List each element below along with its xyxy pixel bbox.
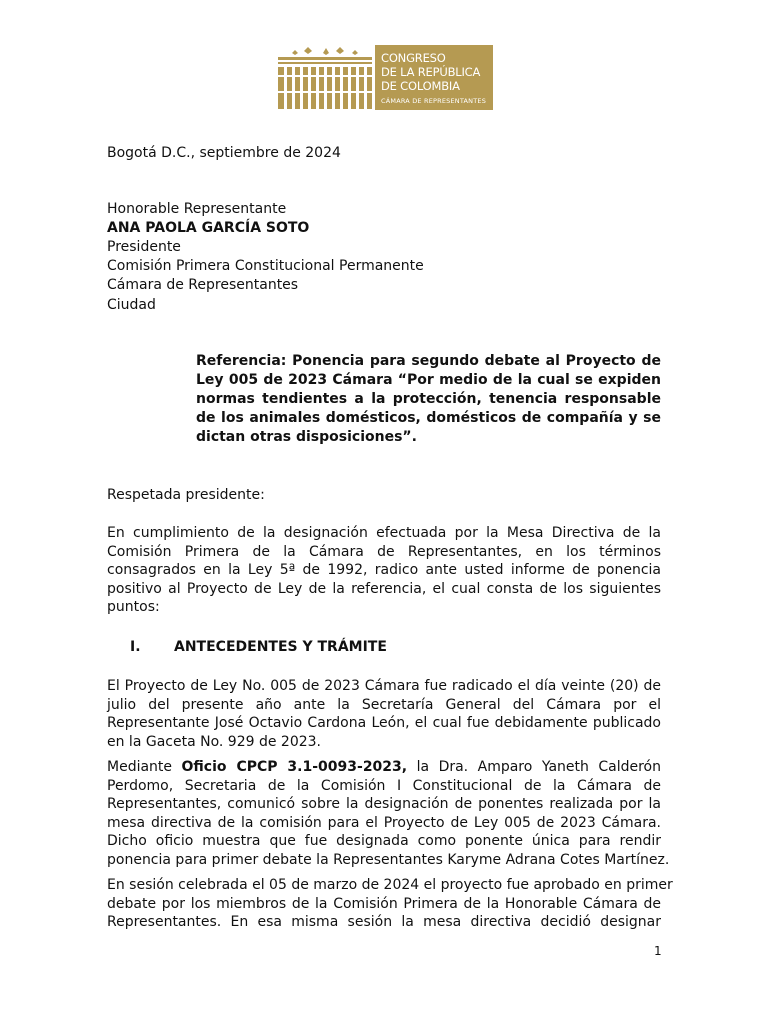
paragraph-line (107, 758, 661, 777)
section-title: ANTECEDENTES Y TRÁMITE (174, 639, 387, 655)
recipient-role: Presidente (107, 239, 181, 255)
antecedentes-paragraph-2 (107, 758, 670, 870)
date-line: Bogotá D.C., septiembre de 2024 (107, 145, 341, 161)
recipient-name: ANA PAOLA GARCÍA SOTO (107, 220, 310, 236)
recipient-chamber: Cámara de Representantes (107, 277, 299, 293)
paragraph-line: puntos: (107, 599, 160, 616)
section-number: I. (130, 639, 141, 655)
logo-line-1: CONGRESO (381, 51, 446, 65)
oficio-reference: Oficio CPCP 3.1-0093-2023, (181, 759, 408, 775)
reference-line: de los animales domésticos, domésticos de compañía y se (196, 410, 661, 426)
paragraph-line: en la Gaceta No. 929 de 2023. (107, 733, 322, 750)
page-number: 1 (654, 944, 662, 958)
antecedentes-paragraph-1 (107, 677, 661, 751)
paragraph-line: debate por los miembros de la Comisión Primera de la Honorable Cámara de (107, 895, 661, 912)
greeting: Respetada presidente: (107, 487, 265, 503)
paragraph-line: positivo al Proyecto de Ley de la referencia, el cual consta de los siguientes (107, 580, 661, 597)
recipient-city: Ciudad (107, 297, 156, 313)
logo-line-4: CÁMARA DE REPRESENTANTES (381, 97, 487, 105)
paragraph-line: Dicho oficio muestra que fue designada como ponente única para rendir (107, 833, 661, 850)
capitol-emblem-icon (276, 45, 374, 110)
paragraph-line: consagrados en la Ley 5ª de 1992, radico ante usted informe de ponencia (107, 562, 661, 579)
antecedentes-paragraph-3 (107, 876, 673, 932)
paragraph-line: Representante José Octavio Cardona León, el cual fue debidamente publicado (107, 715, 661, 732)
paragraph-line: mesa directiva de la comisión para el Proyecto de Ley 005 de 2023 Cámara. (107, 814, 661, 831)
logo-line-2: DE LA REPÚBLICA (381, 65, 481, 79)
congress-logo-textbox (375, 45, 493, 110)
text-run: Mediante (107, 759, 182, 775)
paragraph-line: Representantes, comunicó sobre la designación de ponentes realizada por la (107, 796, 661, 813)
text-run: la Dra. Amparo Yaneth Calderón (407, 759, 661, 775)
logo-line-3: DE COLOMBIA (381, 79, 460, 93)
paragraph-line: Representantes. En esa misma sesión la mesa directiva decidió designar (107, 914, 661, 931)
paragraph-line: Perdomo, Secretaria de la Comisión I Constitucional de la Cámara de (107, 777, 661, 794)
reference-line: normas tendientes a la protección, tenencia responsable (196, 391, 661, 407)
recipient-salutation: Honorable Representante (107, 201, 287, 217)
reference-line: Ley 005 de 2023 Cámara “Por medio de la cual se expiden (196, 372, 661, 388)
paragraph-line: En sesión celebrada el 05 de marzo de 2024 el proyecto fue aprobado en primer (107, 877, 673, 893)
intro-paragraph (107, 524, 661, 617)
congress-logo (276, 45, 493, 110)
reference-line: dictan otras disposiciones”. (196, 429, 417, 445)
recipient-commission: Comisión Primera Constitucional Permanente (107, 258, 424, 274)
reference-block (196, 352, 661, 447)
paragraph-line: Comisión Primera de la Cámara de Representantes, en los términos (107, 543, 661, 560)
reference-line: Referencia: Ponencia para segundo debate al Proyecto de (196, 353, 661, 369)
paragraph-line: julio del presente año ante la Secretaría General del Cámara por el (107, 696, 661, 713)
paragraph-line: En cumplimiento de la designación efectuada por la Mesa Directiva de la (107, 525, 661, 541)
paragraph-line: ponencia para primer debate la Representantes Karyme Adrana Cotes Martínez. (107, 851, 670, 868)
paragraph-line: El Proyecto de Ley No. 005 de 2023 Cámara fue radicado el día veinte (20) de (107, 678, 661, 694)
